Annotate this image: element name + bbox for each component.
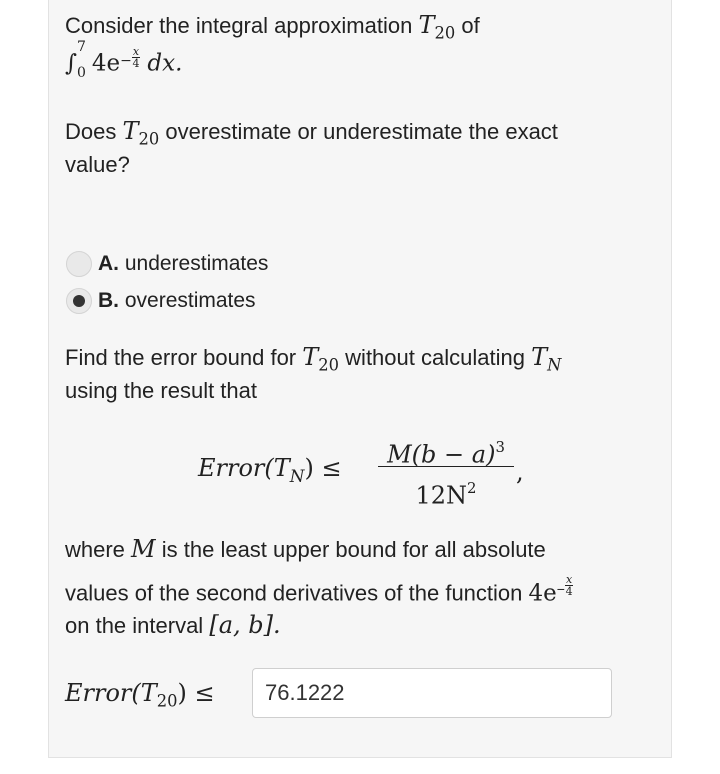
approx-symbol: $T_{20}$ [418,11,456,43]
part2-line1: Find the error bound for $T_{20}$ without calculating $T_N$ [65,343,562,375]
formula-numerator: $M(b - a)^3$ [387,438,505,469]
formula-comma: , [516,458,524,486]
part2-line2: using the result that [65,378,258,403]
radio-b[interactable] [66,288,92,314]
function-exponent: $\frac{x}{4}$ [565,573,573,599]
option-a-label: underestimates [124,252,269,275]
part1-line1: Does $T_{20}$ overestimate or underestimate the exact [65,117,558,149]
intro-text: Consider the integral approximation [65,13,413,38]
integral-lower: 0 [76,65,86,81]
option-b-label: overestimates [124,289,256,312]
radio-a[interactable] [66,251,92,277]
integrand-exponent: $\frac{x}{4}$ [132,44,140,70]
option-b-letter: B. [98,289,119,312]
formula-lhs: $Error(T_N)$ ≤ [198,454,342,486]
formula-denominator: $12N^2$ [415,479,477,510]
option-a[interactable] [66,247,268,281]
part1-line2: value? [65,152,130,177]
option-a-letter: A. [98,252,119,275]
error-bound-formula [198,428,538,512]
where-line: where M is the least upper bound for all absolute [65,535,546,563]
answer-label: $Error(T_{20})$ ≤ [65,679,215,711]
values-line: values of the second derivatives of the function 4e− $\frac{x}{4}$ [65,573,573,607]
interval-notation: [a, b]. [209,611,281,639]
formula-fraction [376,428,516,510]
option-b[interactable] [66,284,256,318]
of-text: of [461,13,480,38]
integral-expression: ∫ 7 0 4e− $\frac{x}{4}$ dx. [65,39,183,81]
interval-line: on the interval [a, b]. [65,611,281,639]
integral-upper: 7 [76,39,86,55]
differential: dx. [147,50,183,77]
integrand-base: 4e [91,50,121,77]
answer-input[interactable]: 76.1222 [252,668,612,718]
